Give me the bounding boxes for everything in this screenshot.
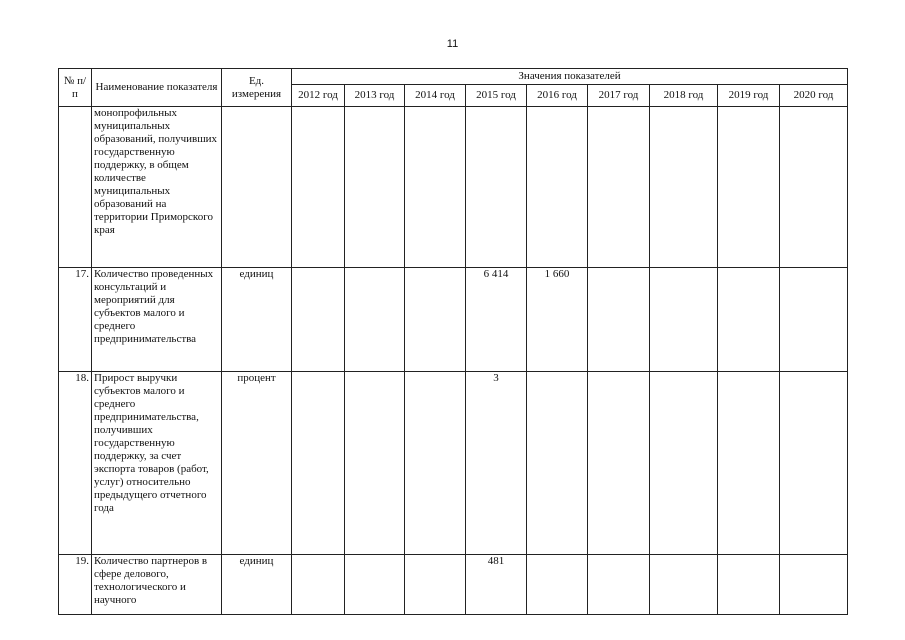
header-year: 2017 год bbox=[588, 85, 650, 107]
value-cell bbox=[405, 372, 466, 555]
value-cell bbox=[345, 107, 405, 268]
value-cell bbox=[650, 372, 718, 555]
value-cell bbox=[718, 268, 780, 372]
header-values-group: Значения показателей bbox=[292, 69, 848, 85]
value-cell bbox=[527, 555, 588, 615]
header-num: № п/п bbox=[59, 69, 92, 107]
indicator-name: монопрофильных муниципальных образований, получивших государственную поддержку, в общем количестве муниципальных образований на территории Приморского края bbox=[92, 107, 222, 268]
value-cell bbox=[650, 555, 718, 615]
header-year: 2014 год bbox=[405, 85, 466, 107]
indicator-name: Количество партнеров в сфере делового, технологического и научного bbox=[92, 555, 222, 615]
unit-cell bbox=[222, 107, 292, 268]
value-cell bbox=[588, 555, 650, 615]
header-year: 2016 год bbox=[527, 85, 588, 107]
value-cell bbox=[718, 372, 780, 555]
table-row bbox=[59, 372, 848, 555]
value-cell bbox=[650, 268, 718, 372]
header-year: 2012 год bbox=[292, 85, 345, 107]
value-cell bbox=[345, 555, 405, 615]
value-cell bbox=[718, 555, 780, 615]
row-number: 19. bbox=[59, 555, 92, 615]
unit-cell: единиц bbox=[222, 268, 292, 372]
value-cell bbox=[405, 555, 466, 615]
value-cell bbox=[650, 107, 718, 268]
unit-cell: процент bbox=[222, 372, 292, 555]
value-cell: 6 414 bbox=[466, 268, 527, 372]
value-cell bbox=[780, 372, 848, 555]
value-cell bbox=[345, 268, 405, 372]
indicator-name: Количество проведенных консультаций и мероприятий для субъектов малого и среднего предпринимательства bbox=[92, 268, 222, 372]
value-cell bbox=[292, 555, 345, 615]
unit-cell: единиц bbox=[222, 555, 292, 615]
page-number: 11 bbox=[446, 38, 459, 50]
value-cell bbox=[466, 107, 527, 268]
value-cell bbox=[780, 268, 848, 372]
value-cell bbox=[292, 107, 345, 268]
value-cell bbox=[292, 372, 345, 555]
header-unit: Ед. измерения bbox=[222, 69, 292, 107]
value-cell bbox=[345, 372, 405, 555]
value-cell bbox=[405, 268, 466, 372]
value-cell bbox=[780, 107, 848, 268]
value-cell: 1 660 bbox=[527, 268, 588, 372]
value-cell bbox=[588, 372, 650, 555]
value-cell: 3 bbox=[466, 372, 527, 555]
header-year: 2015 год bbox=[466, 85, 527, 107]
table-row bbox=[59, 555, 848, 615]
value-cell bbox=[718, 107, 780, 268]
table-row bbox=[59, 268, 848, 372]
header-year: 2013 год bbox=[345, 85, 405, 107]
value-cell bbox=[405, 107, 466, 268]
header-year: 2019 год bbox=[718, 85, 780, 107]
row-number bbox=[59, 107, 92, 268]
value-cell bbox=[780, 555, 848, 615]
header-year: 2018 год bbox=[650, 85, 718, 107]
indicators-table bbox=[58, 68, 848, 615]
value-cell bbox=[588, 268, 650, 372]
header-year: 2020 год bbox=[780, 85, 848, 107]
value-cell bbox=[527, 372, 588, 555]
row-number: 18. bbox=[59, 372, 92, 555]
row-number: 17. bbox=[59, 268, 92, 372]
table-row bbox=[59, 107, 848, 268]
value-cell bbox=[588, 107, 650, 268]
value-cell bbox=[527, 107, 588, 268]
value-cell bbox=[292, 268, 345, 372]
header-name: Наименование показателя bbox=[92, 69, 222, 107]
indicator-name: Прирост выручки субъектов малого и среднего предпринимательства, получивших государственную поддержку, за счет экспорта товаров (работ, услуг) относительно предыдущего отчетного года bbox=[92, 372, 222, 555]
value-cell: 481 bbox=[466, 555, 527, 615]
